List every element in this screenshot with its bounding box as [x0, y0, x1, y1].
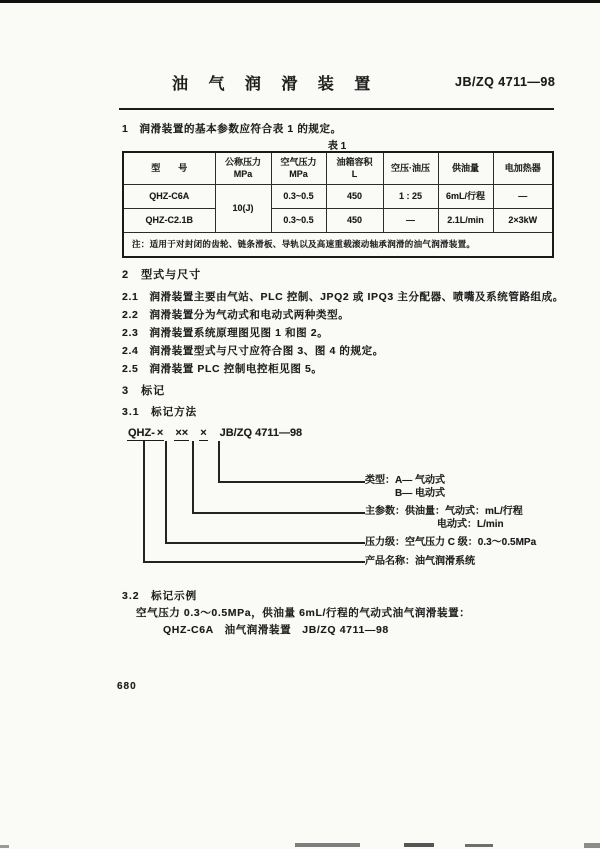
page-title: 油 气 润 滑 装 置 [172, 76, 379, 93]
leader-line-type [218, 481, 365, 483]
table1-note: 注：适用于对封闭的齿轮、链条滑板、导轨以及高速重载滚动轴承润滑的油气润滑装置。 [123, 232, 553, 257]
col-header-oil-supply: 供油量 [438, 152, 493, 184]
example-designation: QHZ-C6A 油气润滑装置 JB/ZQ 4711—98 [163, 624, 389, 636]
clause-2-2: 2.2 润滑装置分为气动式和电动式两种类型。 [122, 309, 350, 321]
section-2-heading: 2 型式与尺寸 [122, 269, 202, 281]
clause-3-1-heading: 3.1 标记方法 [122, 406, 198, 418]
col-header-model: 型 号 [123, 152, 215, 184]
cell-ratio: — [383, 208, 438, 232]
table1 [122, 151, 554, 258]
clause-3-2-heading: 3.2 标记示例 [122, 590, 198, 602]
cell-volume: 450 [326, 184, 383, 208]
col-header-heater: 电加热器 [493, 152, 553, 184]
table1-note-row [123, 232, 553, 257]
cell-air-pressure: 0.3~0.5 [271, 208, 326, 232]
leader-line-pressure-class [165, 542, 365, 544]
clause-2-1: 2.1 润滑装置主要由气站、PLC 控制、JPQ2 或 IPQ3 主分配器、喷嘴及系统管路组成。 [122, 291, 564, 303]
designation-label-type: 类型：A— 气动式 B— 电动式 [365, 475, 445, 499]
clause-2-5: 2.5 润滑装置 PLC 控制电控柜见图 5。 [122, 363, 323, 375]
designation-x2: ×× [175, 427, 189, 439]
table-row [123, 208, 553, 232]
scan-smudge [584, 843, 600, 848]
cell-supply: 2.1L/min [438, 208, 493, 232]
cell-ratio: 1 : 25 [383, 184, 438, 208]
clause-2-3: 2.3 润滑装置系统原理图见图 1 和图 2。 [122, 327, 329, 339]
col-header-tank-volume: 油箱容积 L [326, 152, 383, 184]
clause-1-text: 1 润滑装置的基本参数应符合表 1 的规定。 [122, 123, 342, 135]
scan-smudge [0, 845, 9, 848]
cell-nominal-pressure: 10(J) [215, 184, 271, 232]
col-header-nominal-pressure: 公称压力 MPa [215, 152, 271, 184]
leader-line-main-parameter [192, 441, 194, 513]
scan-smudge [404, 843, 434, 847]
cell-model: QHZ-C2.1B [123, 208, 215, 232]
table1-header-row [123, 152, 553, 184]
leader-line-pressure-class [165, 441, 167, 543]
designation-prefix: QHZ- [128, 427, 155, 439]
doc-number: JB/ZQ 4711—98 [455, 75, 556, 89]
designation-x3: × [200, 427, 207, 439]
col-header-pressure-ratio: 空压·油压 [383, 152, 438, 184]
page-number: 680 [117, 681, 137, 692]
clause-2-4: 2.4 润滑装置型式与尺寸应符合图 3、图 4 的规定。 [122, 345, 384, 357]
designation-label-pressure-class: 压力级：空气压力 C 级：0.3～0.5MPa [365, 537, 537, 548]
cell-model: QHZ-C6A [123, 184, 215, 208]
designation-standard: JB/ZQ 4711—98 [219, 427, 303, 439]
designation-label-main-parameter: 主参数：供油量：气动式：mL/行程 电动式：L/min [365, 506, 523, 530]
cell-heater: 2×3kW [493, 208, 553, 232]
table1-caption: 表 1 [327, 141, 347, 152]
title-rule [119, 108, 554, 110]
scan-smudge [295, 843, 360, 847]
col-header-air-pressure: 空气压力 MPa [271, 152, 326, 184]
cell-volume: 450 [326, 208, 383, 232]
designation-code [127, 427, 302, 439]
cell-air-pressure: 0.3~0.5 [271, 184, 326, 208]
scan-top-edge [0, 0, 600, 3]
designation-label-product-name: 产品名称：油气润滑系统 [365, 556, 475, 567]
cell-supply: 6mL/行程 [438, 184, 493, 208]
leader-line-product-name [143, 561, 365, 563]
designation-x1: × [156, 427, 164, 439]
scan-smudge [465, 844, 493, 847]
section-3-heading: 3 标记 [122, 385, 166, 397]
leader-line-product-name [143, 441, 145, 562]
leader-line-type [218, 441, 220, 482]
cell-heater: — [493, 184, 553, 208]
table-row [123, 184, 553, 208]
example-description: 空气压力 0.3～0.5MPa，供油量 6mL/行程的气动式油气润滑装置： [136, 607, 471, 619]
leader-line-main-parameter [192, 512, 365, 514]
